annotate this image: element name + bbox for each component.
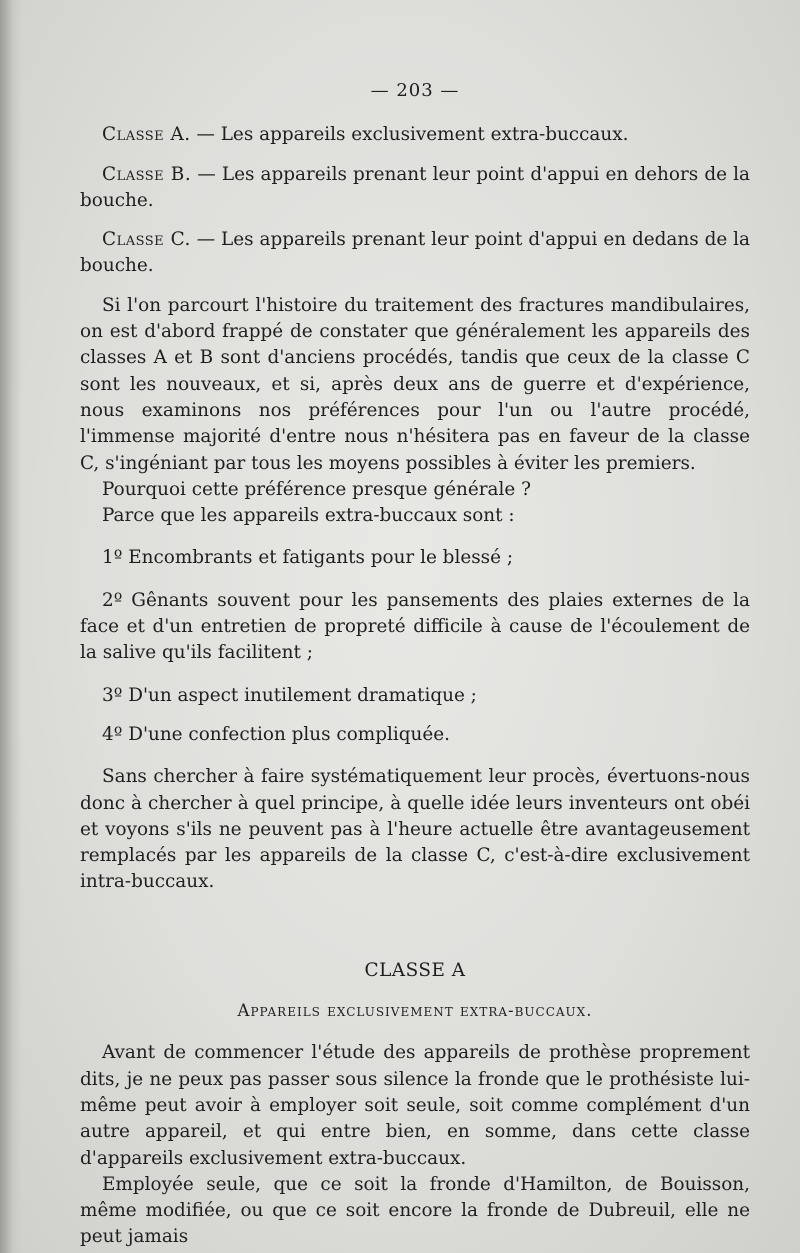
history-paragraph: Si l'on parcourt l'histoire du traitement des fractures mandibulaires, on est d'abord frappé de constater que généralement les appareils des classes A et B sont d'anciens procédés, tandis que ceux de la classe C sont les nouveaux, et si, après deux ans de guerre et d'expérience, nous examinons nos préférences pour l'un ou l'autre procédé, l'immense majorité d'entre nous n'hésitera pas en faveur de la classe C, s'ingéniant par tous les moyens possibles à éviter les premiers. bbox=[80, 294, 750, 474]
class-c-line bbox=[80, 227, 750, 280]
section-paragraph: Employée seule, que ce soit la fronde d'Hamilton, de Bouisson, même modifiée, ou que ce soit encore la fronde de Dubreuil, elle ne peut jamais bbox=[80, 1173, 750, 1248]
page-text bbox=[80, 78, 750, 1251]
class-c-label: Classe C. bbox=[102, 229, 191, 251]
class-b-text: — Les appareils prenant leur point d'appui en dehors de la bouche. bbox=[80, 163, 750, 211]
section-paragraph: Avant de commencer l'étude des appareils de prothèse proprement dits, je ne peux pas passer sous silence la fronde que le prothésiste lui-même peut avoir à employer soit seule, soit comme complément d'un autre appareil, et qui entre bien, en somme, dans cette classe d'appareils exclusivement extra-buccaux. bbox=[80, 1042, 750, 1169]
class-a-label: Classe A. bbox=[102, 124, 191, 146]
reason-item: 2º Gênants souvent pour les pansements des plaies externes de la face et d'un entretien de propreté difficile à cause de l'écoulement de la salive qu'ils facilitent ; bbox=[80, 589, 750, 664]
conclusion-paragraph: Sans chercher à faire systématiquement leur procès, évertuons-nous donc à chercher à quel principe, à quelle idée leurs inventeurs ont obéi et voyons s'ils ne peuvent pas à l'heure actuelle être avantageusement remplacés par les appareils de la classe C, c'est-à-dire exclusivement intra-buccaux. bbox=[80, 766, 750, 893]
question-line: Pourquoi cette préférence presque générale ? bbox=[102, 478, 531, 500]
class-c-text: — Les appareils prenant leur point d'appui en dedans de la bouche. bbox=[80, 229, 750, 277]
reason-item: 3º D'un aspect inutilement dramatique ; bbox=[102, 684, 477, 706]
section-title: CLASSE A bbox=[364, 959, 466, 981]
page-number: — 203 — bbox=[370, 80, 460, 101]
section-subtitle: Appareils exclusivement extra-buccaux. bbox=[237, 1001, 593, 1021]
class-b-label: Classe B. bbox=[102, 163, 192, 185]
class-a-text: — Les appareils exclusivement extra-buccaux. bbox=[190, 124, 629, 146]
class-a-line bbox=[80, 122, 750, 148]
class-b-line bbox=[80, 162, 750, 215]
reason-item: 1º Encombrants et fatigants pour le blessé ; bbox=[102, 547, 514, 569]
answer-intro-line: Parce que les appareils extra-buccaux sont : bbox=[102, 505, 515, 527]
binding-shadow bbox=[0, 0, 22, 1253]
reason-item: 4º D'une confection plus compliquée. bbox=[102, 723, 451, 745]
